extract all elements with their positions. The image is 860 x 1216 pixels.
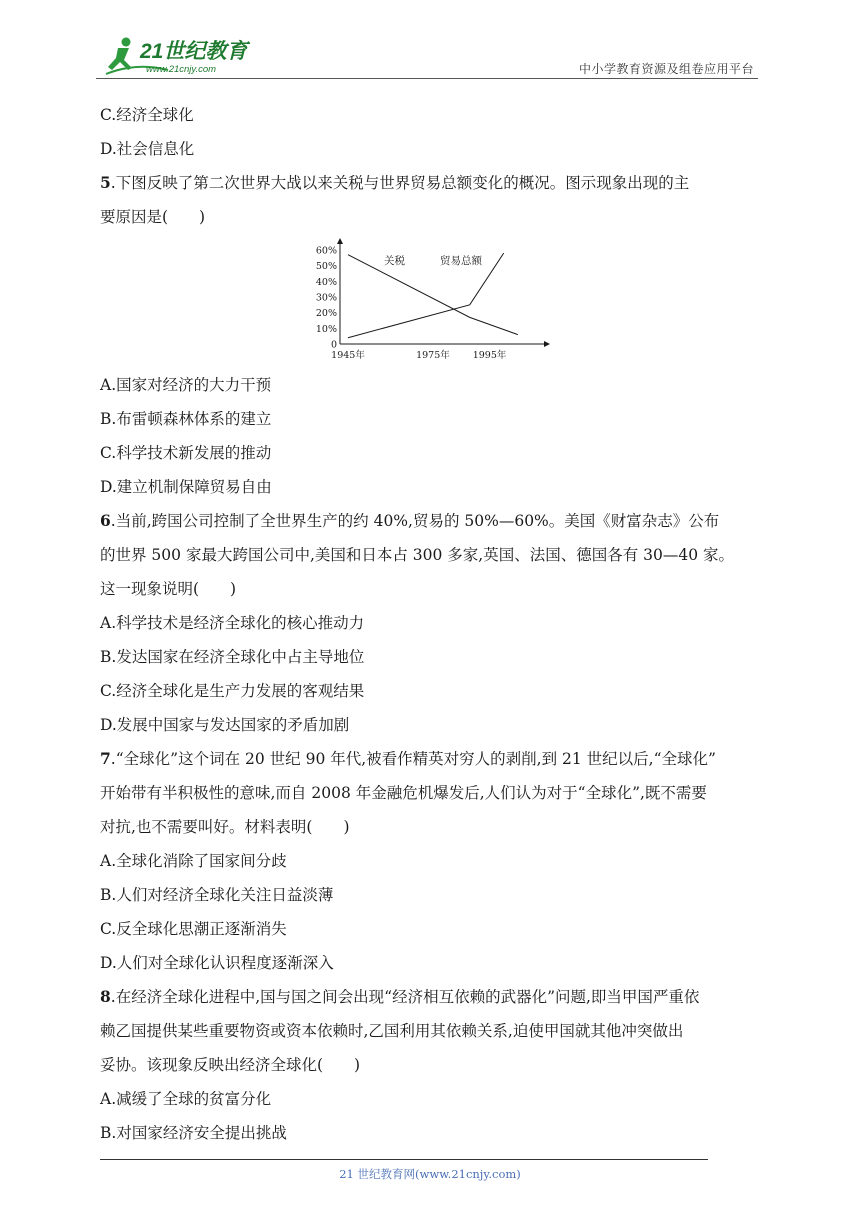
q5-stem-line2: 要原因是( ): [100, 208, 206, 226]
series-label-trade: 贸易总额: [440, 255, 482, 267]
q6-option-c: C.经济全球化是生产力发展的客观结果: [100, 682, 365, 700]
q4-option-c: C.经济全球化: [100, 106, 194, 124]
page-header: [96, 34, 758, 78]
footer-text: 21 世纪教育网(www.21cnjy.com): [339, 1167, 521, 1181]
q6-option-d: D.发展中国家与发达国家的矛盾加剧: [100, 716, 350, 734]
q6-option-a: A.科学技术是经济全球化的核心推动力: [100, 614, 365, 632]
y-tick-label: 60%: [315, 245, 337, 257]
q6-stem-line1: 6.当前,跨国公司控制了全世界生产的约 40%,贸易的 50%—60%。美国《财富杂志》公布: [100, 511, 720, 530]
y-tick-label: 40%: [315, 276, 337, 288]
footer-divider: [100, 1159, 708, 1160]
q5-stem-line1: 5.下图反映了第二次世界大战以来关税与世界贸易总额变化的概况。图示现象出现的主: [100, 173, 690, 192]
q7-option-d: D.人们对全球化认识程度逐渐深入: [100, 954, 334, 972]
header-divider: [96, 78, 758, 79]
q7-stem-line2: 开始带有半积极性的意味,而自 2008 年金融危机爆发后,人们认为对于“全球化”,既不需要: [100, 784, 707, 802]
q4-option-d: D.社会信息化: [100, 140, 195, 158]
q6-option-b: B.发达国家在经济全球化中占主导地位: [100, 648, 365, 666]
x-tick-label: 1975年: [416, 350, 450, 361]
q7-option-a: A.全球化消除了国家间分歧: [100, 852, 287, 870]
q5-option-d: D.建立机制保障贸易自由: [100, 478, 272, 496]
q8-number: 8: [100, 987, 111, 1006]
y-tick-label: 10%: [315, 323, 337, 335]
q6-number: 6: [100, 511, 111, 530]
series-line-tariff: [348, 255, 518, 335]
series-label-tariff: 关税: [384, 255, 405, 267]
tariff-trade-chart: [300, 236, 550, 364]
x-tick-label: 1995年: [472, 350, 507, 361]
y-axis-arrow-icon: [337, 238, 343, 244]
q5-number: 5: [100, 173, 111, 192]
q6-stem-line2: 的世界 500 家最大跨国公司中,美国和日本占 300 多家,英国、法国、德国各有 30—40 家。: [100, 546, 735, 564]
q7-stem-line1: 7.“全球化”这个词在 20 世纪 90 年代,被看作精英对穷人的剥削,到 21 世纪以后,“全球化”: [100, 749, 716, 768]
logo-text: 21世纪教育: [140, 40, 248, 63]
site-logo: [96, 34, 266, 78]
y-tick-label: 20%: [315, 308, 337, 320]
q7-stem-line3: 对抗,也不需要叫好。材料表明( ): [100, 818, 350, 836]
q8-stem-line1: 8.在经济全球化进程中,国与国之间会出现“经济相互依赖的武器化”问题,即当甲国严重依: [100, 987, 700, 1006]
q7-number: 7: [100, 749, 111, 768]
q8-stem-line2: 赖乙国提供某些重要物资或资本依赖时,乙国利用其依赖关系,迫使甲国就其他冲突做出: [100, 1022, 684, 1040]
logo-url: www.21cnjy.com: [146, 64, 217, 75]
q5-option-c: C.科学技术新发展的推动: [100, 444, 272, 462]
q7-option-c: C.反全球化思潮正逐渐消失: [100, 920, 287, 938]
q5-option-a: A.国家对经济的大力干预: [100, 376, 272, 394]
q7-option-b: B.人们对经济全球化关注日益淡薄: [100, 886, 334, 904]
q8-option-b: B.对国家经济安全提出挑战: [100, 1124, 287, 1142]
y-tick-label: 0: [330, 339, 337, 351]
q8-option-a: A.减缓了全球的贫富分化: [100, 1090, 272, 1108]
q6-stem-line3: 这一现象说明( ): [100, 580, 237, 598]
y-tick-label: 50%: [315, 261, 337, 273]
y-tick-label: 30%: [315, 292, 337, 304]
x-axis-arrow-icon: [544, 341, 550, 347]
x-tick-label: 1945年: [331, 350, 365, 361]
platform-name: 中小学教育资源及组卷应用平台: [578, 62, 754, 76]
q8-stem-line3: 妥协。该现象反映出经济全球化( ): [100, 1056, 361, 1074]
q5-option-b: B.布雷顿森林体系的建立: [100, 410, 272, 428]
